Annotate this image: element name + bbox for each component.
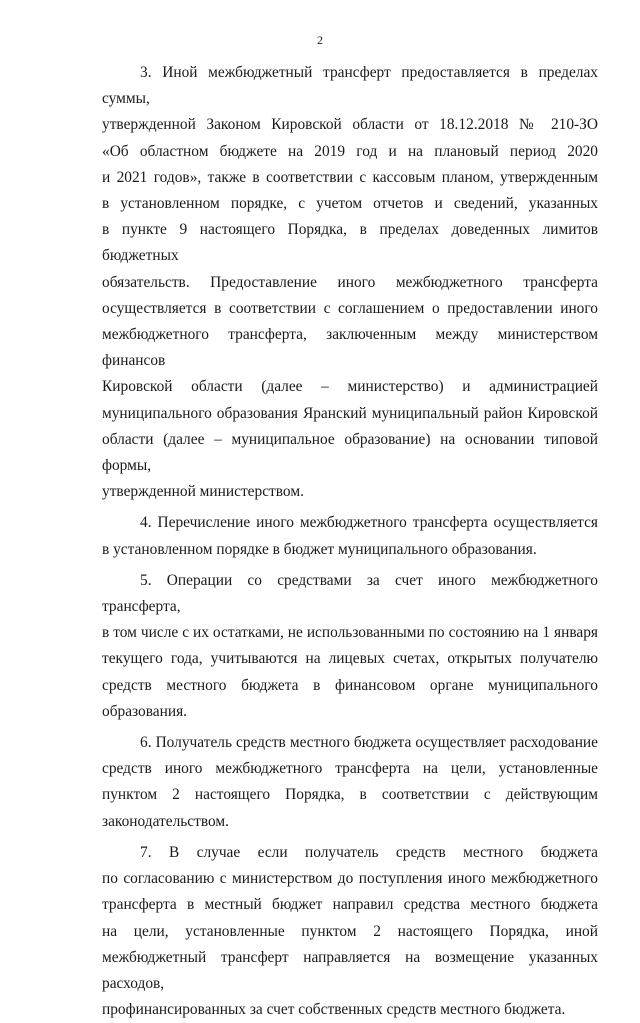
text-line: в установленном порядке, с учетом отчетов и сведений, указанных [102,195,598,213]
text-line: и 2021 годов», также в соответствии с кассовым планом, утвержденным [102,168,598,186]
text-line: средств местного бюджета в финансовом органе муниципального [102,676,598,694]
text-line: области (далее – муниципальное образование) на основании типовой формы, [102,430,598,475]
document-body [102,60,598,1023]
text-line: по согласованию с министерством до поступления иного межбюджетного [102,870,598,888]
text-line: в том числе с их остатками, не использованными по состоянию на 1 января [102,624,598,642]
text-line: трансферта в местный бюджет направил средства местного бюджета [102,896,598,914]
text-line: 6. Получатель средств местного бюджета осуществляет расходование [140,734,598,752]
text-line: образования. [102,702,188,720]
text-line: 3. Иной межбюджетный трансферт предоставляется в пределах суммы, [102,64,598,108]
paragraph [102,568,598,725]
paragraph [102,730,598,835]
page-number: 2 [317,33,323,47]
paragraph [102,60,598,505]
text-line: в установленном порядке в бюджет муниципального образования. [102,540,537,558]
text-line: утвержденной Законом Кировской области от 18.12.2018 № 210-ЗО [102,116,598,134]
text-line: межбюджетный трансферт направляется на возмещение указанных расходов, [102,948,598,992]
text-line: межбюджетного трансферта, заключенным между министерством финансов [102,326,598,370]
text-line: «Об областном бюджете на 2019 год и на плановый период 2020 [102,142,598,160]
text-line: средств иного межбюджетного трансферта на цели, установленные [102,760,598,778]
text-line: текущего года, учитываются на лицевых счетах, открытых получателю [102,650,598,668]
text-line: на цели, установленные пунктом 2 настоящего Порядка, иной [102,922,598,940]
text-line: в пункте 9 настоящего Порядка, в пределах доведенных лимитов бюджетных [102,221,598,265]
paragraph [102,510,598,562]
text-line: пунктом 2 настоящего Порядка, в соответствии с действующим [102,786,598,804]
text-line: утвержденной министерством. [102,483,304,501]
text-line: Кировской области (далее – министерство) и администрацией [102,378,598,396]
text-line: 5. Операции со средствами за счет иного межбюджетного трансферта, [102,571,598,616]
text-line: 4. Перечисление иного межбюджетного трансферта осуществляется [140,514,598,532]
text-line: профинансированных за счет собственных средств местного бюджета. [102,1001,566,1019]
paragraph [102,840,598,1023]
text-line: 7. В случае если получатель средств местного бюджета [140,843,598,861]
text-line: обязательств. Предоставление иного межбюджетного трансферта [102,273,598,291]
text-line: осуществляется в соответствии с соглашением о предоставлении иного [102,299,598,317]
text-line: законодательством. [102,812,230,830]
text-line: муниципального образования Яранский муниципальный район Кировской [102,404,598,422]
